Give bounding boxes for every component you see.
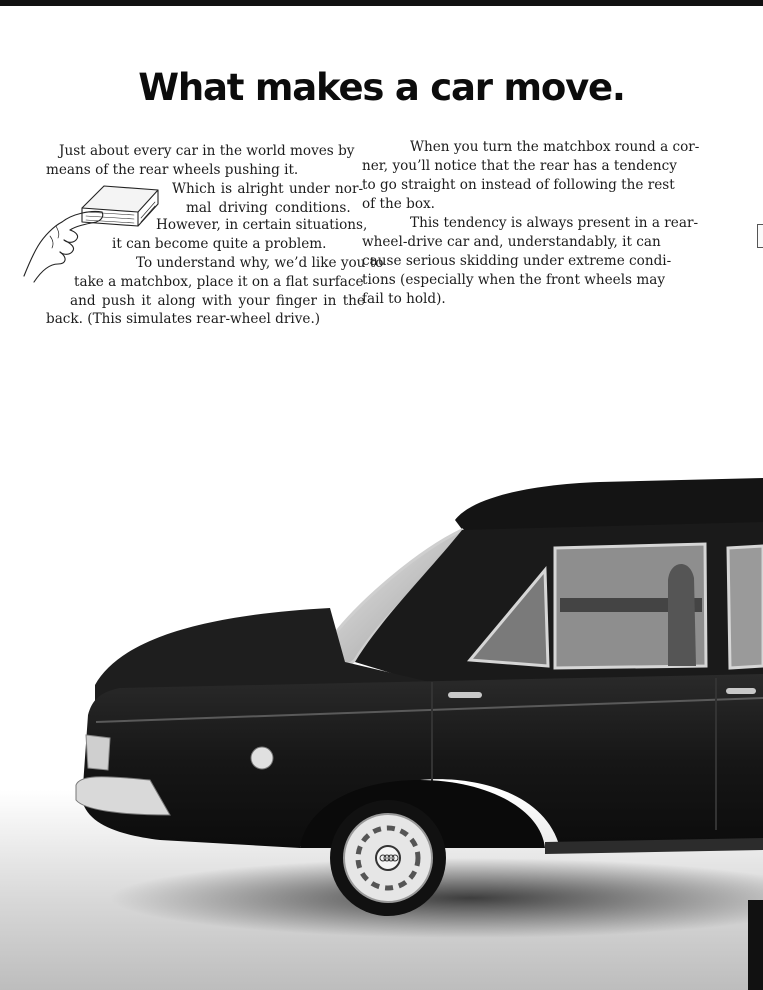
text-line: fail to hold).	[362, 291, 446, 307]
page-edge-shadow	[748, 900, 763, 990]
text-line: to go straight on instead of following the rest	[362, 177, 675, 193]
text-line: take a matchbox, place it on a flat surface	[74, 274, 364, 290]
page-title: What makes a car move.	[138, 66, 625, 109]
text-line: To understand why, we’d like you to	[136, 255, 384, 271]
text-line: wheel-drive car and, understandably, it can	[362, 234, 661, 250]
text-line: This tendency is always present in a rear-	[410, 215, 699, 231]
text-line: cause serious skidding under extreme condi-	[362, 253, 672, 269]
text-line: Which is alright under nor-	[172, 181, 364, 197]
headrest-silhouette	[668, 564, 696, 666]
text-line: and push it along with your finger in the	[70, 293, 365, 309]
text-line: Just about every car in the world moves by	[59, 143, 355, 159]
page-edge-mark	[757, 224, 763, 248]
text-line: back. (This simulates rear-wheel drive.)	[46, 311, 321, 327]
text-line: ner, you’ll notice that the rear has a tendency	[362, 158, 677, 174]
car-photo	[0, 430, 763, 990]
text-line: of the box.	[362, 196, 435, 212]
rear-door-window	[728, 546, 763, 668]
text-line: means of the rear wheels pushing it.	[46, 162, 299, 178]
text-line: tions (especially when the front wheels may	[362, 272, 666, 288]
text-line: When you turn the matchbox round a cor-	[410, 139, 700, 155]
rear-door-handle	[726, 688, 756, 694]
top-rule	[0, 0, 763, 6]
headlight	[86, 735, 110, 770]
text-line: However, in certain situations,	[156, 217, 368, 233]
text-line: it can become quite a problem.	[112, 236, 327, 252]
text-line: mal driving conditions.	[186, 200, 351, 216]
matchbox-hand-illustration	[20, 178, 170, 290]
front-door-handle	[448, 692, 482, 698]
fuel-cap	[251, 747, 273, 769]
